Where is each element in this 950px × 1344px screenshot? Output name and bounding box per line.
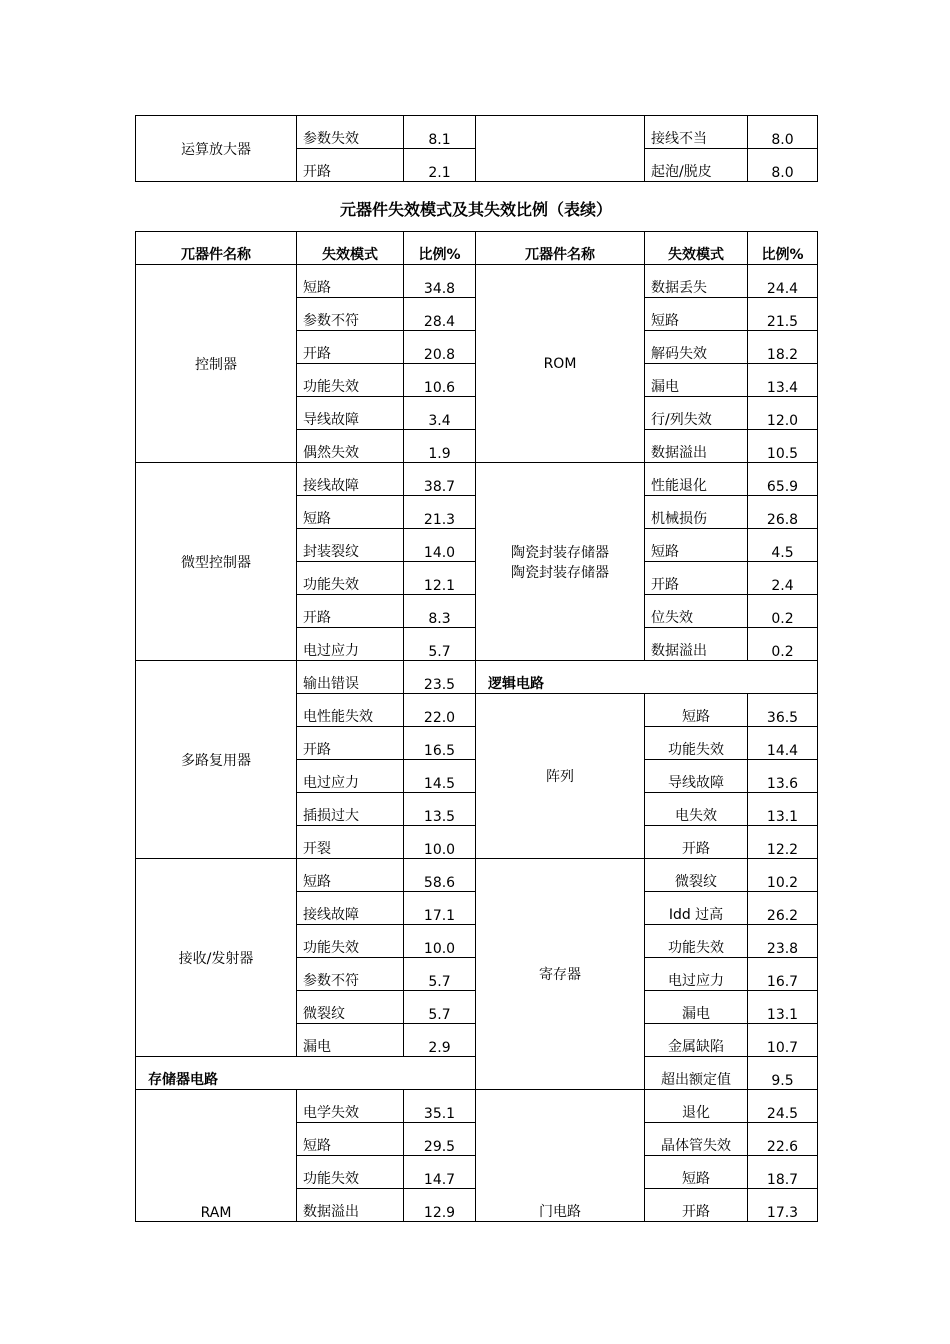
component-name-2: 门电路 xyxy=(476,1090,645,1222)
component-name: 微型控制器 xyxy=(136,463,297,661)
failure-ratio: 5.7 xyxy=(404,628,476,661)
failure-ratio-2: 13.1 xyxy=(748,991,818,1024)
failure-ratio: 12.1 xyxy=(404,562,476,595)
failure-mode: 输出错误 xyxy=(297,661,404,694)
component-name-2: ROM xyxy=(476,265,645,463)
table-row xyxy=(136,265,818,298)
failure-ratio-2: 65.9 xyxy=(748,463,818,496)
failure-mode: 微裂纹 xyxy=(297,991,404,1024)
failure-mode: 插损过大 xyxy=(297,793,404,826)
failure-mode-2: 漏电 xyxy=(645,991,748,1024)
failure-mode-2: 漏电 xyxy=(645,364,748,397)
component-name: 控制器 xyxy=(136,265,297,463)
failure-ratio-2: 2.4 xyxy=(748,562,818,595)
failure-ratio-2: 22.6 xyxy=(748,1123,818,1156)
failure-mode: 导线故障 xyxy=(297,397,404,430)
table-row xyxy=(136,463,818,496)
failure-ratio: 5.7 xyxy=(404,958,476,991)
failure-ratio: 12.9 xyxy=(404,1189,476,1222)
section-heading: 逻辑电路 xyxy=(476,661,818,694)
failure-ratio-2: 9.5 xyxy=(748,1057,818,1090)
failure-ratio: 10.0 xyxy=(404,826,476,859)
failure-mode-2: 功能失效 xyxy=(645,925,748,958)
failure-ratio: 13.5 xyxy=(404,793,476,826)
failure-ratio-2: 10.7 xyxy=(748,1024,818,1057)
failure-ratio-2: 13.1 xyxy=(748,793,818,826)
failure-ratio: 22.0 xyxy=(404,694,476,727)
failure-mode: 功能失效 xyxy=(297,562,404,595)
failure-mode-2: 微裂纹 xyxy=(645,859,748,892)
failure-mode: 开裂 xyxy=(297,826,404,859)
failure-ratio-2: 24.4 xyxy=(748,265,818,298)
header-mode: 失效模式 xyxy=(297,232,404,265)
failure-mode: 参数不符 xyxy=(297,958,404,991)
failure-mode-2: 接线不当 xyxy=(645,116,748,149)
table-title: 元器件失效模式及其失效比例（表续） xyxy=(339,200,612,219)
failure-mode-2: 退化 xyxy=(645,1090,748,1123)
failure-mode: 电性能失效 xyxy=(297,694,404,727)
header-name-2: 兀器件名称 xyxy=(476,232,645,265)
section-heading: 存储器电路 xyxy=(136,1057,476,1090)
failure-mode-2: 短路 xyxy=(645,694,748,727)
failure-ratio-2: 10.2 xyxy=(748,859,818,892)
failure-ratio: 10.6 xyxy=(404,364,476,397)
failure-ratio-2: 8.0 xyxy=(748,116,818,149)
table-row xyxy=(136,1090,818,1123)
failure-mode-2: 起泡/脱皮 xyxy=(645,149,748,182)
failure-mode: 电学失效 xyxy=(297,1090,404,1123)
failure-ratio-2: 23.8 xyxy=(748,925,818,958)
failure-mode: 短路 xyxy=(297,859,404,892)
continued-table-top xyxy=(135,115,818,182)
failure-mode: 短路 xyxy=(297,1123,404,1156)
failure-ratio: 10.0 xyxy=(404,925,476,958)
header-mode-2: 失效模式 xyxy=(645,232,748,265)
failure-mode-2: 短路 xyxy=(645,529,748,562)
failure-mode: 开路 xyxy=(297,595,404,628)
failure-ratio-2: 0.2 xyxy=(748,628,818,661)
failure-ratio-2: 21.5 xyxy=(748,298,818,331)
failure-ratio-2: 0.2 xyxy=(748,595,818,628)
failure-ratio: 2.9 xyxy=(404,1024,476,1057)
failure-mode-2: 数据溢出 xyxy=(645,430,748,463)
failure-ratio: 3.4 xyxy=(404,397,476,430)
component-name-2: 阵列 xyxy=(476,694,645,859)
failure-ratio-2: 24.5 xyxy=(748,1090,818,1123)
failure-mode: 电过应力 xyxy=(297,628,404,661)
failure-mode-2: 短路 xyxy=(645,298,748,331)
failure-mode: 功能失效 xyxy=(297,364,404,397)
failure-mode: 短路 xyxy=(297,265,404,298)
failure-ratio: 38.7 xyxy=(404,463,476,496)
failure-ratio: 2.1 xyxy=(404,149,476,182)
failure-ratio-2: 26.2 xyxy=(748,892,818,925)
failure-ratio: 29.5 xyxy=(404,1123,476,1156)
failure-ratio-2: 13.4 xyxy=(748,364,818,397)
component-name: RAM xyxy=(136,1090,297,1222)
failure-ratio-2: 13.6 xyxy=(748,760,818,793)
failure-mode: 封装裂纹 xyxy=(297,529,404,562)
failure-ratio: 20.8 xyxy=(404,331,476,364)
failure-ratio: 34.8 xyxy=(404,265,476,298)
failure-mode: 功能失效 xyxy=(297,1156,404,1189)
table-row xyxy=(136,859,818,892)
failure-mode-2: 金属缺陷 xyxy=(645,1024,748,1057)
failure-mode-table xyxy=(135,231,818,1222)
failure-mode-2: 机械损伤 xyxy=(645,496,748,529)
failure-ratio-2: 26.8 xyxy=(748,496,818,529)
table-row xyxy=(136,116,818,149)
failure-mode: 电过应力 xyxy=(297,760,404,793)
failure-mode-2: 晶体管失效 xyxy=(645,1123,748,1156)
component-name-line: 陶瓷封装存储器 xyxy=(511,544,609,561)
failure-mode-2: 开路 xyxy=(645,826,748,859)
failure-mode-2: 数据溢出 xyxy=(645,628,748,661)
component-name: 接收/发射器 xyxy=(136,859,297,1057)
failure-ratio: 14.5 xyxy=(404,760,476,793)
failure-mode: 接线故障 xyxy=(297,463,404,496)
failure-ratio-2: 18.7 xyxy=(748,1156,818,1189)
failure-mode-2: 解码失效 xyxy=(645,331,748,364)
failure-mode: 功能失效 xyxy=(297,925,404,958)
failure-ratio-2: 17.3 xyxy=(748,1189,818,1222)
failure-ratio-2: 4.5 xyxy=(748,529,818,562)
failure-ratio: 14.0 xyxy=(404,529,476,562)
failure-mode: 开路 xyxy=(297,727,404,760)
failure-mode: 参数失效 xyxy=(297,116,404,149)
failure-ratio-2: 12.0 xyxy=(748,397,818,430)
failure-ratio: 28.4 xyxy=(404,298,476,331)
failure-ratio: 1.9 xyxy=(404,430,476,463)
header-pct-2: 比例% xyxy=(748,232,818,265)
component-name-2 xyxy=(476,116,645,182)
failure-ratio: 17.1 xyxy=(404,892,476,925)
failure-ratio-2: 8.0 xyxy=(748,149,818,182)
failure-ratio: 35.1 xyxy=(404,1090,476,1123)
failure-mode: 开路 xyxy=(297,331,404,364)
header-name: 兀器件名称 xyxy=(136,232,297,265)
failure-mode: 短路 xyxy=(297,496,404,529)
failure-mode-2: 导线故障 xyxy=(645,760,748,793)
failure-ratio-2: 16.7 xyxy=(748,958,818,991)
failure-mode: 开路 xyxy=(297,149,404,182)
failure-mode-2: 超出额定值 xyxy=(645,1057,748,1090)
failure-mode-2: 行/列失效 xyxy=(645,397,748,430)
failure-mode: 偶然失效 xyxy=(297,430,404,463)
failure-mode: 参数不符 xyxy=(297,298,404,331)
component-name: 多路复用器 xyxy=(136,661,297,859)
failure-mode-2: Idd 过高 xyxy=(645,892,748,925)
failure-ratio: 16.5 xyxy=(404,727,476,760)
failure-ratio: 5.7 xyxy=(404,991,476,1024)
failure-ratio: 8.3 xyxy=(404,595,476,628)
header-row xyxy=(136,232,818,265)
failure-mode: 接线故障 xyxy=(297,892,404,925)
failure-mode-2: 电过应力 xyxy=(645,958,748,991)
failure-mode-2: 位失效 xyxy=(645,595,748,628)
failure-mode-2: 开路 xyxy=(645,1189,748,1222)
failure-ratio-2: 18.2 xyxy=(748,331,818,364)
failure-mode-2: 功能失效 xyxy=(645,727,748,760)
failure-ratio-2: 12.2 xyxy=(748,826,818,859)
failure-mode-2: 数据丢失 xyxy=(645,265,748,298)
failure-mode: 数据溢出 xyxy=(297,1189,404,1222)
component-name: 运算放大器 xyxy=(136,116,297,182)
component-name-line: 陶瓷封装存储器 xyxy=(511,564,609,581)
component-name-2 xyxy=(476,463,645,661)
table-row xyxy=(136,661,818,694)
failure-ratio-2: 10.5 xyxy=(748,430,818,463)
failure-mode-2: 性能退化 xyxy=(645,463,748,496)
failure-mode-2: 电失效 xyxy=(645,793,748,826)
failure-mode-2: 开路 xyxy=(645,562,748,595)
failure-ratio: 14.7 xyxy=(404,1156,476,1189)
failure-mode-2: 短路 xyxy=(645,1156,748,1189)
failure-mode: 漏电 xyxy=(297,1024,404,1057)
failure-ratio: 58.6 xyxy=(404,859,476,892)
header-pct: 比例% xyxy=(404,232,476,265)
failure-ratio: 21.3 xyxy=(404,496,476,529)
failure-ratio-2: 14.4 xyxy=(748,727,818,760)
component-name-2: 寄存器 xyxy=(476,859,645,1090)
failure-ratio: 23.5 xyxy=(404,661,476,694)
failure-ratio: 8.1 xyxy=(404,116,476,149)
failure-ratio-2: 36.5 xyxy=(748,694,818,727)
